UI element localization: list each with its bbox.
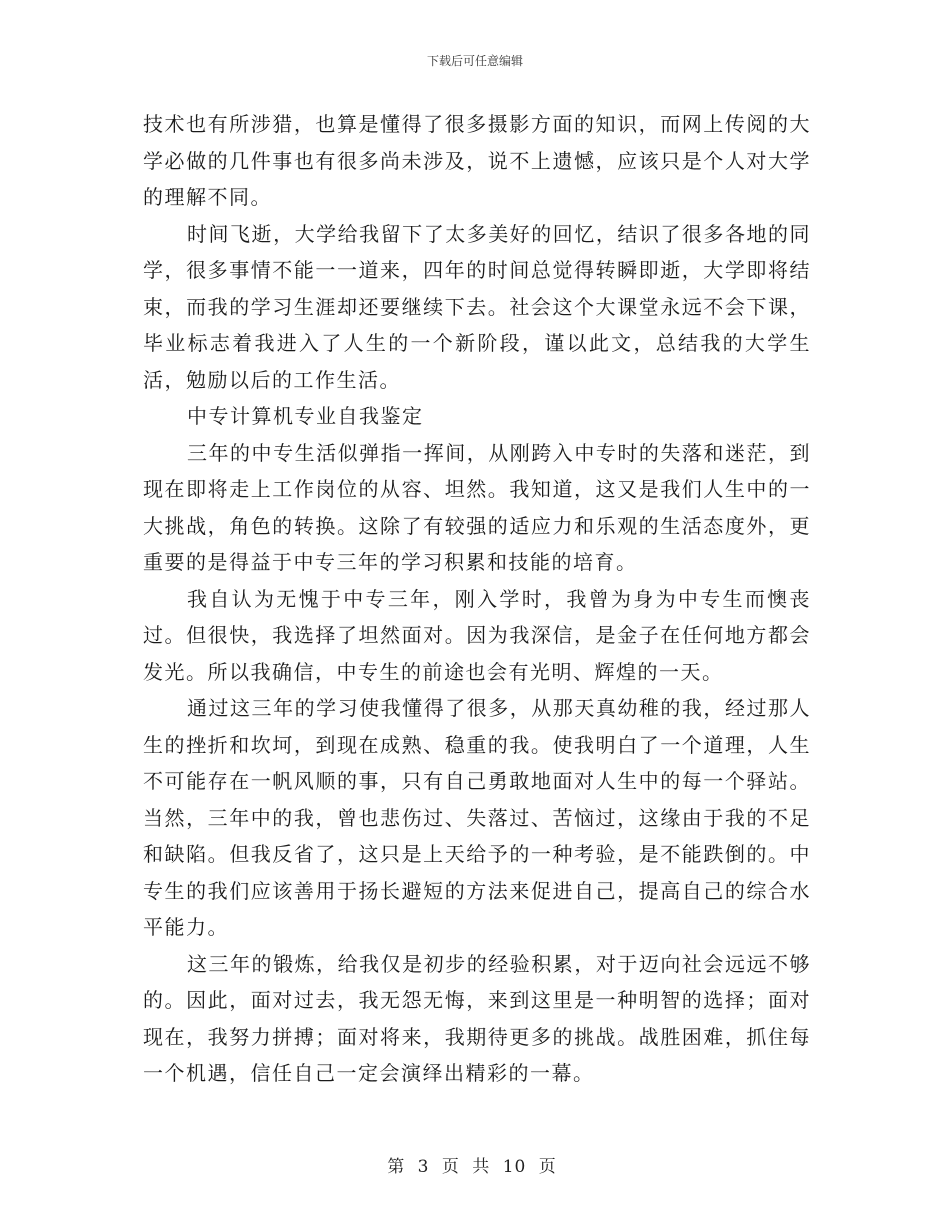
paragraph-continued: 技术也有所涉猎，也算是懂得了很多摄影方面的知识，而网上传阅的大学必做的几件事也有很多尚未涉及，说不上遗憾，应该只是个人对大学的理解不同。 [143,112,811,209]
paragraph: 通过这三年的学习使我懂得了很多，从那天真幼稚的我，经过那人生的挫折和坎坷，到现在成熟、稳重的我。使我明白了一个道理，人生不可能存在一帆风顺的事，只有自己勇敢地面对人生中的每一个驿站。当然，三年中的我，曾也悲伤过、失落过、苦恼过，这缘由于我的不足和缺陷。但我反省了，这只是上天给予的一种考验，是不能跌倒的。中专生的我们应该善用于扬长避短的方法来促进自己，提高自己的综合水平能力。 [143,696,811,939]
paragraph: 三年的中专生活似弹指一挥间，从刚跨入中专时的失落和迷茫，到现在即将走上工作岗位的从容、坦然。我知道，这又是我们人生中的一大挑战，角色的转换。这除了有较强的适应力和乐观的生活态度外，更重要的是得益于中专三年的学习积累和技能的培育。 [143,440,811,574]
page-number: 3 [417,1157,430,1177]
paragraph: 这三年的锻炼，给我仅是初步的经验积累，对于迈向社会远远不够的。因此，面对过去，我无怨无悔，来到这里是一种明智的选择；面对现在，我努力拼搏；面对将来，我期待更多的挑战。战胜困难，抓住每一个机遇，信任自己一定会演绎出精彩的一幕。 [143,951,811,1085]
section-title: 中专计算机专业自我鉴定 [187,404,424,428]
total-pages: 10 [502,1157,527,1177]
footer-prefix: 第 [387,1157,406,1177]
page-footer [0,1152,950,1177]
footer-total-word: 共 [472,1157,491,1177]
paragraph: 时间飞逝，大学给我留下了太多美好的回忆，结识了很多各地的同学，很多事情不能一一道来，四年的时间总觉得转瞬即逝，大学即将结束，而我的学习生涯却还要继续下去。社会这个大课堂永远不会下课，毕业标志着我进入了人生的一个新阶段，谨以此文，总结我的大学生活，勉励以后的工作生活。 [143,221,811,392]
paragraph: 我自认为无愧于中专三年，刚入学时，我曾为身为中专生而懊丧过。但很快，我选择了坦然面对。因为我深信，是金子在任何地方都会发光。所以我确信，中专生的前途也会有光明、辉煌的一天。 [143,586,811,684]
footer-suffix: 页 [538,1157,557,1177]
document-body [143,106,811,1092]
footer-page-word: 页 [441,1157,460,1177]
page-header: 下载后可任意编辑 [426,54,523,68]
